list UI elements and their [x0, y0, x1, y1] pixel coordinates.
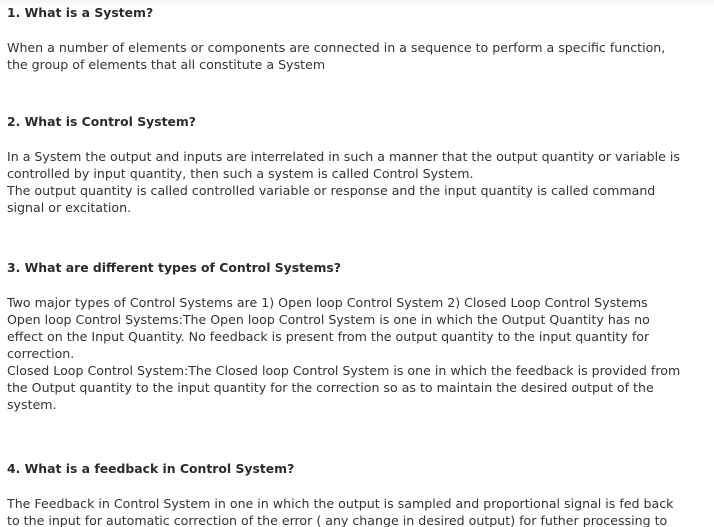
answer-line: Two major types of Control Systems are 1) Open loop Control System 2) Closed Loop Control Systems: [7, 295, 648, 310]
question-heading: 1. What is a System?: [7, 5, 154, 20]
answer-line: signal or excitation.: [7, 200, 132, 215]
answer-line: effect on the Input Quantity. No feedback is present from the output quantity to the input quantity for: [7, 329, 650, 344]
answer-line: Closed Loop Control System:The Closed loop Control System is one in which the feedback is provided from: [7, 363, 681, 378]
question-block-4: [7, 461, 713, 527]
question-block-2: [7, 114, 713, 216]
answer-paragraph: [7, 477, 713, 527]
question-heading: 2. What is Control System?: [7, 114, 196, 129]
question-block-3: [7, 260, 713, 413]
question-heading: 4. What is a feedback in Control System?: [7, 461, 295, 476]
question-heading: 3. What are different types of Control Systems?: [7, 260, 341, 275]
answer-line: controlled by input quantity, then such a system is called Control System.: [7, 166, 474, 181]
answer-line: the Output quantity to the input quantity for the correction so as to maintain the desired output of the: [7, 380, 654, 395]
answer-line: In a System the output and inputs are interrelated in such a manner that the output quantity or variable is: [7, 149, 680, 164]
answer-line: The output quantity is called controlled variable or response and the input quantity is called command: [7, 183, 656, 198]
answer-line: system.: [7, 397, 57, 412]
answer-paragraph: [7, 276, 713, 413]
answer-line: to the input for automatic correction of the error ( any change in desired output) for futher processing to: [7, 513, 668, 527]
answer-line: Open loop Control Systems:The Open loop Control System is one in which the Output Quantity has no: [7, 312, 650, 327]
answer-line: the group of elements that all constitute a System: [7, 57, 326, 72]
answer-line: correction.: [7, 346, 75, 361]
answer-line: When a number of elements or components are connected in a sequence to perform a specific function,: [7, 40, 666, 55]
answer-paragraph: [7, 130, 713, 216]
question-block-1: [7, 5, 713, 73]
answer-paragraph: [7, 21, 713, 73]
answer-line: The Feedback in Control System in one in which the output is sampled and proportional signal is fed back: [7, 496, 674, 511]
